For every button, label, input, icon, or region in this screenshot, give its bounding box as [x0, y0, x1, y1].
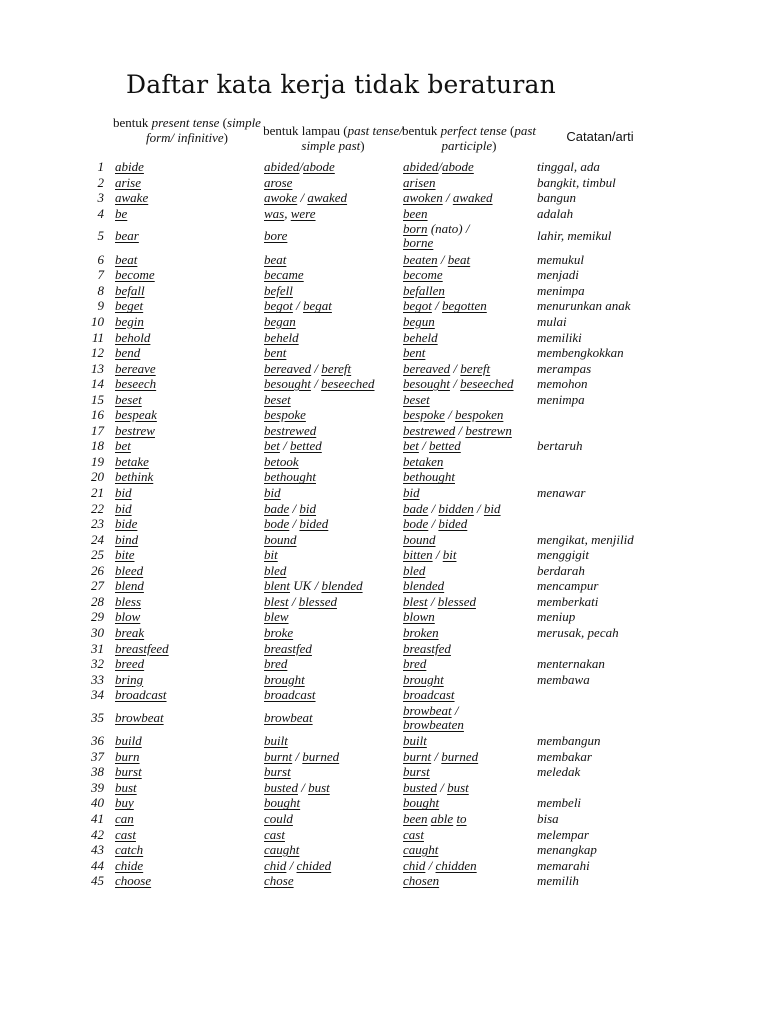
- row-number: 38: [91, 764, 104, 780]
- table-row: [0, 812, 768, 827]
- cell-present: can: [115, 811, 134, 826]
- cell-participle: befallen: [403, 282, 445, 298]
- cell-arti: menimpa: [537, 391, 585, 407]
- row-number: 6: [97, 251, 104, 267]
- cell-participle: busted / bust: [403, 779, 469, 795]
- cell-past: betook: [264, 453, 299, 469]
- row-number: 36: [91, 733, 104, 749]
- table-row: [0, 222, 768, 252]
- table-row: [0, 346, 768, 361]
- cell-past: bought: [264, 795, 301, 811]
- cell-participle: bet / betted: [403, 438, 461, 454]
- cell-past: broadcast: [264, 687, 316, 703]
- row-number: 30: [91, 624, 104, 640]
- cell-participle: bought: [403, 795, 440, 811]
- header-text: ): [492, 138, 497, 153]
- row-number: 24: [91, 531, 104, 547]
- cell-past: became: [264, 267, 304, 283]
- cell-present: beat: [115, 251, 138, 267]
- cell-past: bestrewed: [264, 422, 317, 438]
- cell-present: bespeak: [115, 407, 157, 423]
- cell-present: bind: [115, 531, 139, 547]
- cell-participle: arisen: [403, 174, 436, 190]
- cell-participle: been able to: [403, 811, 467, 826]
- cell-participle: broken: [403, 624, 439, 640]
- cell-past: awoke / awaked: [264, 190, 348, 206]
- row-number: 19: [91, 453, 104, 469]
- header-text: simple form/ infinitive: [146, 115, 261, 145]
- cell-arti: memohon: [537, 376, 588, 392]
- cell-past: bore: [264, 228, 288, 244]
- cell-participle: broadcast: [403, 687, 455, 703]
- header-text: ): [223, 130, 228, 145]
- page-title: Daftar kata kerja tidak beraturan: [126, 70, 556, 99]
- table-row: [0, 253, 768, 268]
- cell-present: awake: [115, 190, 149, 206]
- cell-past: blent UK / blended: [264, 578, 363, 594]
- cell-present: breastfeed: [115, 640, 169, 656]
- cell-arti: menggigit: [537, 547, 589, 563]
- cell-participle: bestrewed / bestrewn: [403, 422, 512, 438]
- cell-past: built: [264, 733, 288, 749]
- cell-past: chose: [264, 873, 294, 889]
- cell-participle: bethought: [403, 469, 455, 485]
- cell-present: buy: [115, 795, 134, 811]
- row-number: 45: [91, 873, 104, 889]
- cell-arti: memukul: [537, 251, 584, 267]
- table-row: [0, 828, 768, 843]
- cell-arti: mulai: [537, 313, 567, 329]
- cell-arti: meledak: [537, 764, 581, 780]
- table-row: [0, 299, 768, 314]
- cell-participle: betaken: [403, 453, 444, 469]
- cell-arti: menawar: [537, 485, 586, 500]
- cell-present: bid: [115, 485, 132, 500]
- cell-past: bereaved / bereft: [264, 360, 352, 376]
- cell-present: bereave: [115, 360, 156, 376]
- row-number: 34: [91, 687, 104, 703]
- table-row: [0, 160, 768, 175]
- cell-past: bled: [264, 562, 287, 578]
- cell-present: bend: [115, 345, 141, 361]
- row-number: 41: [91, 811, 104, 826]
- cell-present: broadcast: [115, 687, 167, 703]
- cell-participle: been: [403, 205, 428, 221]
- cell-present: bethink: [115, 469, 154, 485]
- table-row: [0, 843, 768, 858]
- cell-present: choose: [115, 873, 152, 889]
- table-row: [0, 331, 768, 346]
- cell-arti: memiliki: [537, 329, 582, 345]
- cell-present: cast: [115, 826, 136, 842]
- cell-past: burnt / burned: [264, 748, 340, 764]
- cell-arti: memarahi: [537, 857, 590, 873]
- header-text: present tense: [151, 115, 220, 130]
- row-number: 33: [91, 671, 104, 687]
- table-row: [0, 595, 768, 610]
- cell-present: bleed: [115, 562, 144, 578]
- cell-past: blest / blessed: [264, 593, 337, 609]
- cell-present: bide: [115, 516, 138, 532]
- table-row: [0, 517, 768, 532]
- row-number: 21: [91, 485, 104, 500]
- cell-participle: breastfed: [403, 640, 451, 656]
- header-text: perfect tense: [440, 123, 507, 138]
- cell-arti: menurunkan anak: [537, 298, 631, 314]
- header-text: (: [506, 123, 515, 138]
- row-number: 1: [97, 159, 104, 174]
- table-row: [0, 362, 768, 377]
- cell-past: caught: [264, 842, 300, 858]
- row-number: 37: [91, 748, 104, 764]
- table-row: [0, 191, 768, 206]
- cell-participle: burnt / burned: [403, 748, 479, 764]
- cell-present: build: [115, 733, 142, 749]
- cell-present: betake: [115, 453, 149, 469]
- cell-present: beget: [115, 298, 144, 314]
- cell-arti: membengkokkan: [537, 345, 624, 361]
- cell-present: be: [115, 205, 128, 221]
- cell-arti: menternakan: [537, 656, 605, 672]
- table-row: [0, 657, 768, 672]
- table-row: [0, 874, 768, 889]
- cell-participle: bound: [403, 531, 436, 547]
- cell-participle: blown: [403, 609, 435, 625]
- row-number: 10: [91, 313, 104, 329]
- cell-past: began: [264, 313, 296, 329]
- table-row: [0, 859, 768, 874]
- cell-participle: built: [403, 733, 427, 749]
- row-number: 40: [91, 795, 104, 811]
- cell-arti: menjadi: [537, 267, 579, 283]
- cell-participle: blest / blessed: [403, 593, 476, 609]
- table-row: [0, 439, 768, 454]
- row-number: 5: [97, 228, 104, 244]
- cell-past: bound: [264, 531, 297, 547]
- cell-arti: membawa: [537, 671, 590, 687]
- cell-present: bust: [115, 779, 137, 795]
- cell-participle: caught: [403, 842, 439, 858]
- cell-past: could: [264, 811, 293, 826]
- header-text: bentuk: [113, 115, 152, 130]
- cell-participle: bent: [403, 345, 426, 361]
- cell-participle: abided/abode: [403, 159, 474, 174]
- cell-past: busted / bust: [264, 779, 330, 795]
- cell-past: browbeat: [264, 709, 313, 725]
- cell-past: bode / bided: [264, 516, 329, 532]
- row-number: 14: [91, 376, 104, 392]
- cell-past: cast: [264, 826, 285, 842]
- row-number: 8: [97, 282, 104, 298]
- header-text: past tense/ simple past: [301, 123, 403, 153]
- cell-arti: meniup: [537, 609, 576, 625]
- cell-present: bring: [115, 671, 144, 687]
- cell-past: breastfed: [264, 640, 312, 656]
- cell-participle: bled: [403, 562, 426, 578]
- table-row: [0, 176, 768, 191]
- row-number: 4: [97, 205, 104, 221]
- cell-past: besought / beseeched: [264, 376, 375, 392]
- row-number: 26: [91, 562, 104, 578]
- cell-participle: brought: [403, 671, 444, 687]
- table-row: [0, 673, 768, 688]
- cell-past: bade / bid: [264, 500, 317, 516]
- cell-present: bet: [115, 438, 131, 454]
- row-number: 27: [91, 578, 104, 594]
- cell-arti: bangun: [537, 190, 576, 206]
- cell-participle: burst: [403, 764, 430, 780]
- cell-arti: bertaruh: [537, 438, 583, 454]
- row-number: 31: [91, 640, 104, 656]
- row-number: 32: [91, 656, 104, 672]
- cell-participle: blended: [403, 578, 445, 594]
- table-row: [0, 455, 768, 470]
- cell-arti: memilih: [537, 873, 579, 889]
- table-row: [0, 502, 768, 517]
- row-number: 39: [91, 779, 104, 795]
- cell-past: chid / chided: [264, 857, 332, 873]
- table-row: [0, 579, 768, 594]
- cell-participle: browbeat / browbeaten: [403, 702, 464, 732]
- cell-present: begin: [115, 313, 144, 329]
- cell-participle: bode / bided: [403, 516, 468, 532]
- cell-participle: bid: [403, 485, 420, 500]
- row-number: 23: [91, 516, 104, 532]
- table-row: [0, 408, 768, 423]
- table-row: [0, 626, 768, 641]
- row-number: 29: [91, 609, 104, 625]
- table-row: [0, 734, 768, 749]
- cell-arti: melempar: [537, 826, 589, 842]
- cell-participle: become: [403, 267, 443, 283]
- cell-past: beheld: [264, 329, 299, 345]
- cell-present: breed: [115, 656, 145, 672]
- cell-past: arose: [264, 174, 293, 190]
- table-row: [0, 424, 768, 439]
- table-row: [0, 377, 768, 392]
- table-row: [0, 533, 768, 548]
- header-text: bentuk lampau (: [263, 123, 348, 138]
- header-text: past participle: [441, 123, 536, 153]
- cell-present: burn: [115, 748, 140, 764]
- header-text: (: [219, 115, 228, 130]
- row-number: 35: [91, 709, 104, 725]
- cell-participle: begot / begotten: [403, 298, 487, 314]
- row-number: 7: [97, 267, 104, 283]
- cell-past: bet / betted: [264, 438, 322, 454]
- cell-present: blend: [115, 578, 144, 594]
- cell-arti: mengikat, menjilid: [537, 531, 634, 547]
- cell-present: arise: [115, 174, 141, 190]
- cell-present: blow: [115, 609, 141, 625]
- cell-participle: bereaved / bereft: [403, 360, 491, 376]
- row-number: 44: [91, 857, 104, 873]
- row-number: 20: [91, 469, 104, 485]
- table-row: [0, 688, 768, 703]
- cell-present: become: [115, 267, 155, 283]
- cell-participle: beset: [403, 391, 430, 407]
- row-number: 13: [91, 360, 104, 376]
- cell-participle: beheld: [403, 329, 438, 345]
- cell-arti: tinggal, ada: [537, 159, 600, 174]
- row-number: 9: [97, 298, 104, 314]
- cell-present: burst: [115, 764, 142, 780]
- table-row: [0, 610, 768, 625]
- cell-arti: menangkap: [537, 842, 597, 858]
- cell-present: catch: [115, 842, 144, 858]
- cell-past: bent: [264, 345, 287, 361]
- cell-present: behold: [115, 329, 151, 345]
- cell-present: browbeat: [115, 709, 164, 725]
- row-number: 15: [91, 391, 104, 407]
- cell-participle: besought / beseeched: [403, 376, 514, 392]
- row-number: 22: [91, 500, 104, 516]
- cell-arti: merusak, pecah: [537, 624, 619, 640]
- row-number: 16: [91, 407, 104, 423]
- cell-present: bear: [115, 228, 139, 244]
- cell-participle: bred: [403, 656, 427, 672]
- cell-arti: membangun: [537, 733, 601, 749]
- cell-participle: born (nato) / borne: [403, 221, 470, 251]
- cell-past: was, were: [264, 205, 316, 221]
- cell-present: break: [115, 624, 145, 640]
- cell-past: beset: [264, 391, 291, 407]
- cell-arti: bisa: [537, 811, 559, 826]
- cell-arti: berdarah: [537, 562, 585, 578]
- row-number: 2: [97, 174, 104, 190]
- table-row: [0, 750, 768, 765]
- cell-participle: chosen: [403, 873, 440, 889]
- cell-past: begot / begat: [264, 298, 332, 314]
- table-row: [0, 393, 768, 408]
- cell-arti: merampas: [537, 360, 592, 376]
- cell-arti: lahir, memikul: [537, 228, 612, 244]
- row-number: 3: [97, 190, 104, 206]
- row-number: 42: [91, 826, 104, 842]
- cell-present: bestrew: [115, 422, 155, 438]
- table-row: [0, 564, 768, 579]
- cell-participle: cast: [403, 826, 424, 842]
- table-row: [0, 470, 768, 485]
- cell-past: abided/abode: [264, 159, 335, 174]
- table-row: [0, 642, 768, 657]
- cell-past: brought: [264, 671, 305, 687]
- cell-present: beset: [115, 391, 142, 407]
- cell-arti: adalah: [537, 205, 574, 221]
- cell-past: blew: [264, 609, 289, 625]
- row-number: 18: [91, 438, 104, 454]
- cell-past: bespoke: [264, 407, 306, 423]
- header-text: bentuk: [402, 123, 441, 138]
- cell-arti: menimpa: [537, 282, 585, 298]
- cell-arti: memberkati: [537, 593, 599, 609]
- cell-past: bid: [264, 485, 281, 500]
- cell-participle: bitten / bit: [403, 547, 457, 563]
- cell-present: bid: [115, 500, 132, 516]
- row-number: 28: [91, 593, 104, 609]
- cell-present: bless: [115, 593, 141, 609]
- row-number: 12: [91, 345, 104, 361]
- cell-past: burst: [264, 764, 291, 780]
- header-text: ): [360, 138, 365, 153]
- row-number: 17: [91, 422, 104, 438]
- cell-past: befell: [264, 282, 293, 298]
- cell-present: chide: [115, 857, 144, 873]
- cell-past: broke: [264, 624, 294, 640]
- cell-participle: awoken / awaked: [403, 190, 493, 206]
- table-row: [0, 207, 768, 222]
- table-row: [0, 548, 768, 563]
- table-row: [0, 704, 768, 734]
- cell-participle: bespoke / bespoken: [403, 407, 504, 423]
- table-row: [0, 284, 768, 299]
- table-row: [0, 268, 768, 283]
- cell-present: bite: [115, 547, 135, 563]
- cell-participle: begun: [403, 313, 435, 329]
- cell-arti: membakar: [537, 748, 592, 764]
- header-catatan-arti: Catatan/arti: [566, 129, 634, 144]
- cell-arti: bangkit, timbul: [537, 174, 616, 190]
- cell-participle: beaten / beat: [403, 251, 471, 267]
- cell-past: bred: [264, 656, 288, 672]
- cell-participle: bade / bidden / bid: [403, 500, 501, 516]
- table-row: [0, 315, 768, 330]
- row-number: 11: [91, 329, 104, 345]
- row-number: 43: [91, 842, 104, 858]
- table-row: [0, 781, 768, 796]
- table-row: [0, 796, 768, 811]
- cell-arti: mencampur: [537, 578, 599, 594]
- table-row: [0, 486, 768, 501]
- cell-past: bethought: [264, 469, 316, 485]
- table-row: [0, 765, 768, 780]
- cell-past: bit: [264, 547, 278, 563]
- cell-present: abide: [115, 159, 144, 174]
- cell-present: befall: [115, 282, 145, 298]
- cell-present: beseech: [115, 376, 157, 392]
- row-number: 25: [91, 547, 104, 563]
- cell-arti: membeli: [537, 795, 582, 811]
- cell-participle: chid / chidden: [403, 857, 477, 873]
- cell-past: beat: [264, 251, 287, 267]
